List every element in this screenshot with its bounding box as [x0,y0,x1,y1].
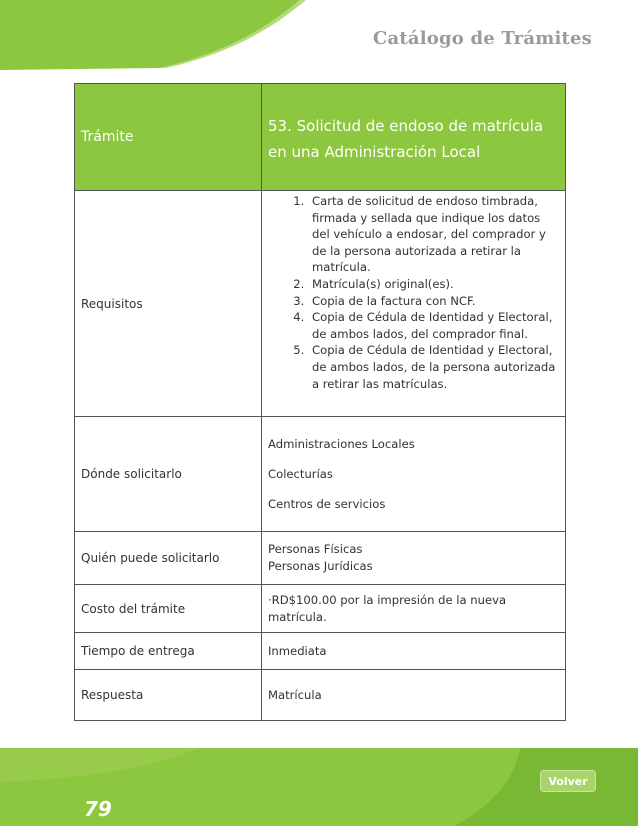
requisito-item: 4. Copia de Cédula de Identidad y Electoral, de ambos lados, del comprador final. [308,309,559,342]
costo-value: ·RD$100.00 por la impresión de la nueva matrícula. [262,585,566,633]
volver-button[interactable]: Volver [540,770,596,792]
requisitos-list [268,193,559,392]
requisitos-row [75,191,566,417]
requisito-item: 3. Copia de la factura con NCF. [308,293,559,310]
page-number: 79 [84,797,112,821]
donde-cell [262,417,566,532]
costo-label: Costo del trámite [75,585,262,633]
catalog-title: Catálogo de Trámites [373,28,592,49]
procedure-table [74,83,566,721]
donde-row [75,417,566,532]
tramite-row [75,84,566,191]
respuesta-row [75,670,566,721]
requisito-item: 2. Matrícula(s) original(es). [308,276,559,293]
quien-row [75,532,566,585]
donde-item: Centros de servicios [268,497,386,511]
requisitos-label: Requisitos [75,191,262,417]
tiempo-row [75,633,566,670]
requisito-item: 5. Copia de Cédula de Identidad y Electoral, de ambos lados, de la persona autorizada a retirar las matrículas. [308,342,559,392]
costo-row [75,585,566,633]
requisitos-cell [262,191,566,417]
requisito-item: 1. Carta de solicitud de endoso timbrada, firmada y sellada que indique los datos del vehículo a endosar, del comprador y de la persona autorizada a retirar la matrícula. [308,193,559,276]
tiempo-value: Inmediata [262,633,566,670]
quien-item: Personas Físicas [268,542,363,556]
quien-label: Quién puede solicitarlo [75,532,262,585]
quien-cell [262,532,566,585]
respuesta-label: Respuesta [75,670,262,721]
tiempo-label: Tiempo de entrega [75,633,262,670]
donde-label: Dónde solicitarlo [75,417,262,532]
respuesta-value: Matrícula [262,670,566,721]
tramite-label: Trámite [75,84,262,191]
donde-item: Administraciones Locales [268,437,415,451]
quien-item: Personas Jurídicas [268,559,373,573]
tramite-title: 53. Solicitud de endoso de matrícula en una Administración Local [262,84,566,191]
donde-item: Colecturías [268,467,333,481]
